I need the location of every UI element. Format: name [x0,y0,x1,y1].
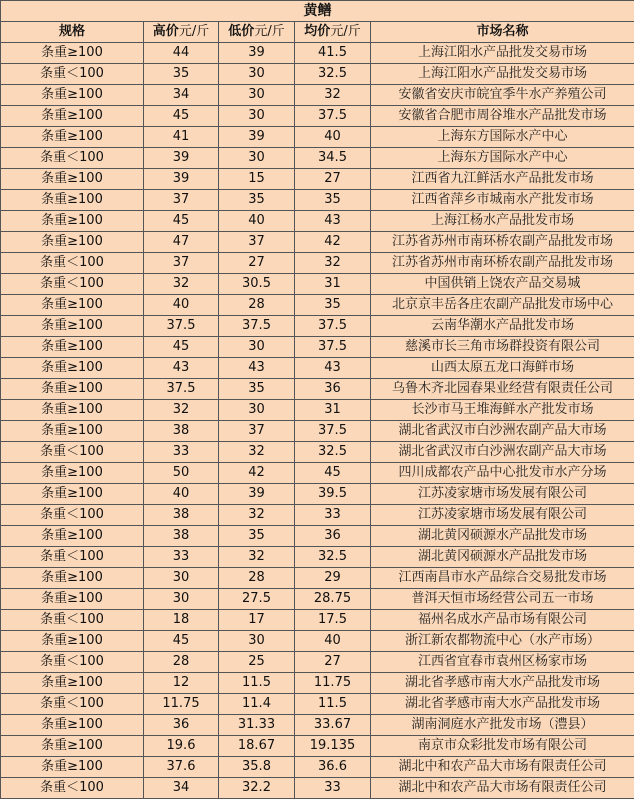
cell-market: 湖南洞庭水产批发市场（澧县） [371,715,634,736]
cell-market: 中国供销上饶农产品交易城 [371,274,634,295]
cell-spec: 条重＜100 [1,253,144,274]
header-row [1,22,634,43]
cell-avg: 35 [295,190,371,211]
cell-high: 32 [144,274,219,295]
cell-avg: 19.135 [295,736,371,757]
header-market: 市场名称 [371,22,634,43]
cell-low: 11.4 [219,694,295,715]
cell-low: 40 [219,211,295,232]
cell-avg: 36 [295,379,371,400]
cell-avg: 11.75 [295,673,371,694]
cell-avg: 40 [295,127,371,148]
cell-high: 37 [144,253,219,274]
cell-market: 江苏凌家塘市场发展有限公司 [371,484,634,505]
cell-high: 19.6 [144,736,219,757]
cell-avg: 36.6 [295,757,371,778]
cell-high: 30 [144,589,219,610]
table-row [1,694,634,715]
table-row [1,295,634,316]
table-row [1,253,634,274]
cell-spec: 条重≥100 [1,463,144,484]
cell-low: 35 [219,190,295,211]
cell-spec: 条重≥100 [1,127,144,148]
table-row [1,610,634,631]
cell-low: 28 [219,295,295,316]
cell-avg: 45 [295,463,371,484]
cell-market: 湖北黄冈硕源水产品批发市场 [371,526,634,547]
cell-avg: 11.5 [295,694,371,715]
cell-avg: 43 [295,211,371,232]
cell-low: 11.5 [219,673,295,694]
cell-low: 37 [219,232,295,253]
cell-spec: 条重≥100 [1,358,144,379]
cell-high: 38 [144,526,219,547]
cell-spec: 条重＜100 [1,274,144,295]
cell-market: 湖北黄冈硕源水产品批发市场 [371,547,634,568]
cell-spec: 条重≥100 [1,379,144,400]
cell-avg: 32.5 [295,442,371,463]
cell-high: 39 [144,148,219,169]
table-row [1,169,634,190]
cell-low: 27.5 [219,589,295,610]
table-row [1,64,634,85]
table-row [1,85,634,106]
table-row [1,736,634,757]
table-row [1,148,634,169]
table-row [1,484,634,505]
cell-low: 28 [219,568,295,589]
table-title: 黄鳝 [1,1,634,22]
cell-spec: 条重≥100 [1,568,144,589]
cell-high: 47 [144,232,219,253]
table-row [1,505,634,526]
table-row [1,379,634,400]
table-row [1,631,634,652]
cell-low: 37.5 [219,316,295,337]
table-row [1,778,634,799]
cell-low: 43 [219,358,295,379]
cell-spec: 条重≥100 [1,673,144,694]
cell-market: 湖北省武汉市白沙洲农副产品大市场 [371,421,634,442]
cell-market: 湖北中和农产品大市场有限责任公司 [371,778,634,799]
cell-low: 39 [219,43,295,64]
cell-spec: 条重≥100 [1,757,144,778]
cell-high: 34 [144,85,219,106]
cell-high: 41 [144,127,219,148]
table-row [1,316,634,337]
cell-spec: 条重≥100 [1,316,144,337]
cell-low: 37 [219,421,295,442]
table-row [1,421,634,442]
cell-spec: 条重≥100 [1,337,144,358]
table-row [1,358,634,379]
cell-avg: 27 [295,169,371,190]
cell-avg: 37.5 [295,421,371,442]
cell-high: 18 [144,610,219,631]
cell-market: 江苏省苏州市南环桥农副产品批发市场 [371,253,634,274]
table-row [1,463,634,484]
cell-market: 上海东方国际水产中心 [371,127,634,148]
cell-spec: 条重＜100 [1,778,144,799]
cell-market: 江苏凌家塘市场发展有限公司 [371,505,634,526]
cell-high: 37.6 [144,757,219,778]
cell-spec: 条重≥100 [1,169,144,190]
cell-spec: 条重≥100 [1,43,144,64]
cell-market: 湖北省武汉市白沙洲农副产品大市场 [371,442,634,463]
header-avg: 均价元/斤 [295,22,371,43]
cell-spec: 条重≥100 [1,106,144,127]
cell-low: 32.2 [219,778,295,799]
cell-spec: 条重＜100 [1,610,144,631]
table-row [1,526,634,547]
cell-avg: 42 [295,232,371,253]
table-row [1,337,634,358]
cell-high: 44 [144,43,219,64]
cell-avg: 33.67 [295,715,371,736]
cell-high: 45 [144,211,219,232]
cell-high: 28 [144,652,219,673]
header-spec: 规格 [1,22,144,43]
cell-high: 37.5 [144,379,219,400]
cell-market: 福州名成水产品市场有限公司 [371,610,634,631]
cell-spec: 条重＜100 [1,505,144,526]
cell-market: 江苏省苏州市南环桥农副产品批发市场 [371,232,634,253]
cell-low: 32 [219,547,295,568]
cell-avg: 27 [295,652,371,673]
cell-low: 39 [219,127,295,148]
cell-market: 江西南昌市水产品综合交易批发市场 [371,568,634,589]
cell-avg: 32.5 [295,64,371,85]
cell-market: 南京市众彩批发市场有限公司 [371,736,634,757]
cell-spec: 条重＜100 [1,652,144,673]
table-row [1,274,634,295]
table-row [1,673,634,694]
cell-low: 30 [219,85,295,106]
cell-high: 39 [144,169,219,190]
cell-spec: 条重≥100 [1,232,144,253]
cell-low: 27 [219,253,295,274]
cell-spec: 条重≥100 [1,211,144,232]
table-row [1,400,634,421]
cell-low: 30 [219,631,295,652]
cell-market: 安徽省合肥市周谷堆水产品批发市场 [371,106,634,127]
header-high: 高价元/斤 [144,22,219,43]
cell-high: 38 [144,505,219,526]
cell-spec: 条重≥100 [1,484,144,505]
cell-spec: 条重≥100 [1,526,144,547]
cell-low: 32 [219,442,295,463]
cell-avg: 32 [295,253,371,274]
cell-market: 湖北中和农产品大市场有限责任公司 [371,757,634,778]
cell-high: 45 [144,106,219,127]
cell-avg: 36 [295,526,371,547]
table-row [1,190,634,211]
table-row [1,106,634,127]
cell-spec: 条重≥100 [1,715,144,736]
cell-spec: 条重≥100 [1,589,144,610]
cell-market: 江西省宜春市袁州区杨家市场 [371,652,634,673]
cell-market: 四川成都农产品中心批发市水产分场 [371,463,634,484]
cell-avg: 28.75 [295,589,371,610]
cell-avg: 41.5 [295,43,371,64]
cell-spec: 条重＜100 [1,694,144,715]
cell-spec: 条重＜100 [1,442,144,463]
cell-high: 37.5 [144,316,219,337]
cell-high: 34 [144,778,219,799]
cell-low: 15 [219,169,295,190]
cell-market: 上海江杨水产品批发市场 [371,211,634,232]
cell-low: 35.8 [219,757,295,778]
cell-low: 30 [219,106,295,127]
cell-low: 18.67 [219,736,295,757]
table-row [1,547,634,568]
cell-low: 30.5 [219,274,295,295]
table-row [1,715,634,736]
cell-market: 普洱天恒市场经营公司五一市场 [371,589,634,610]
cell-high: 32 [144,400,219,421]
cell-low: 17 [219,610,295,631]
table-row [1,127,634,148]
cell-high: 35 [144,64,219,85]
cell-market: 长沙市马王堆海鲜水产批发市场 [371,400,634,421]
cell-spec: 条重≥100 [1,85,144,106]
cell-avg: 34.5 [295,148,371,169]
cell-market: 江西省萍乡市城南水产批发市场 [371,190,634,211]
cell-high: 43 [144,358,219,379]
cell-low: 30 [219,64,295,85]
cell-low: 42 [219,463,295,484]
cell-high: 50 [144,463,219,484]
cell-market: 北京京丰岳各庄农副产品批发市场中心 [371,295,634,316]
cell-market: 上海江阳水产品批发交易市场 [371,43,634,64]
table-row [1,568,634,589]
cell-spec: 条重＜100 [1,547,144,568]
cell-spec: 条重≥100 [1,736,144,757]
cell-spec: 条重≥100 [1,190,144,211]
cell-high: 37 [144,190,219,211]
cell-high: 12 [144,673,219,694]
cell-high: 30 [144,568,219,589]
cell-low: 30 [219,400,295,421]
cell-high: 45 [144,337,219,358]
cell-market: 湖北省孝感市南大水产品批发市场 [371,673,634,694]
header-low: 低价元/斤 [219,22,295,43]
cell-high: 36 [144,715,219,736]
table-row [1,442,634,463]
cell-high: 40 [144,484,219,505]
cell-low: 30 [219,148,295,169]
cell-avg: 39.5 [295,484,371,505]
cell-market: 安徽省安庆市皖宜季牛水产养殖公司 [371,85,634,106]
table-row [1,43,634,64]
cell-low: 25 [219,652,295,673]
cell-avg: 37.5 [295,316,371,337]
table-row [1,652,634,673]
table-row [1,757,634,778]
table-row [1,589,634,610]
cell-avg: 32 [295,85,371,106]
cell-high: 38 [144,421,219,442]
cell-market: 上海江阳水产品批发交易市场 [371,64,634,85]
cell-market: 云南华潮水产品批发市场 [371,316,634,337]
cell-low: 32 [219,505,295,526]
cell-avg: 40 [295,631,371,652]
cell-spec: 条重＜100 [1,148,144,169]
table-row [1,232,634,253]
cell-avg: 37.5 [295,106,371,127]
cell-market: 上海东方国际水产中心 [371,148,634,169]
cell-avg: 43 [295,358,371,379]
cell-market: 乌鲁木齐北园春果业经营有限责任公司 [371,379,634,400]
cell-high: 11.75 [144,694,219,715]
cell-avg: 35 [295,295,371,316]
cell-market: 山西太原五龙口海鲜市场 [371,358,634,379]
cell-market: 江西省九江鲜活水产品批发市场 [371,169,634,190]
cell-low: 35 [219,526,295,547]
cell-market: 慈溪市长三角市场群投资有限公司 [371,337,634,358]
cell-market: 湖北省孝感市南大水产品批发市场 [371,694,634,715]
cell-low: 35 [219,379,295,400]
cell-spec: 条重≥100 [1,400,144,421]
cell-high: 33 [144,547,219,568]
cell-high: 45 [144,631,219,652]
cell-avg: 32.5 [295,547,371,568]
cell-spec: 条重≥100 [1,295,144,316]
cell-spec: 条重≥100 [1,631,144,652]
cell-avg: 29 [295,568,371,589]
cell-avg: 33 [295,505,371,526]
cell-avg: 17.5 [295,610,371,631]
cell-market: 浙江新农都物流中心（水产市场） [371,631,634,652]
table-row [1,211,634,232]
cell-low: 39 [219,484,295,505]
cell-high: 33 [144,442,219,463]
cell-avg: 31 [295,274,371,295]
cell-spec: 条重≥100 [1,421,144,442]
cell-low: 30 [219,337,295,358]
cell-spec: 条重＜100 [1,64,144,85]
cell-avg: 33 [295,778,371,799]
cell-avg: 37.5 [295,337,371,358]
cell-avg: 31 [295,400,371,421]
cell-high: 40 [144,295,219,316]
cell-low: 31.33 [219,715,295,736]
